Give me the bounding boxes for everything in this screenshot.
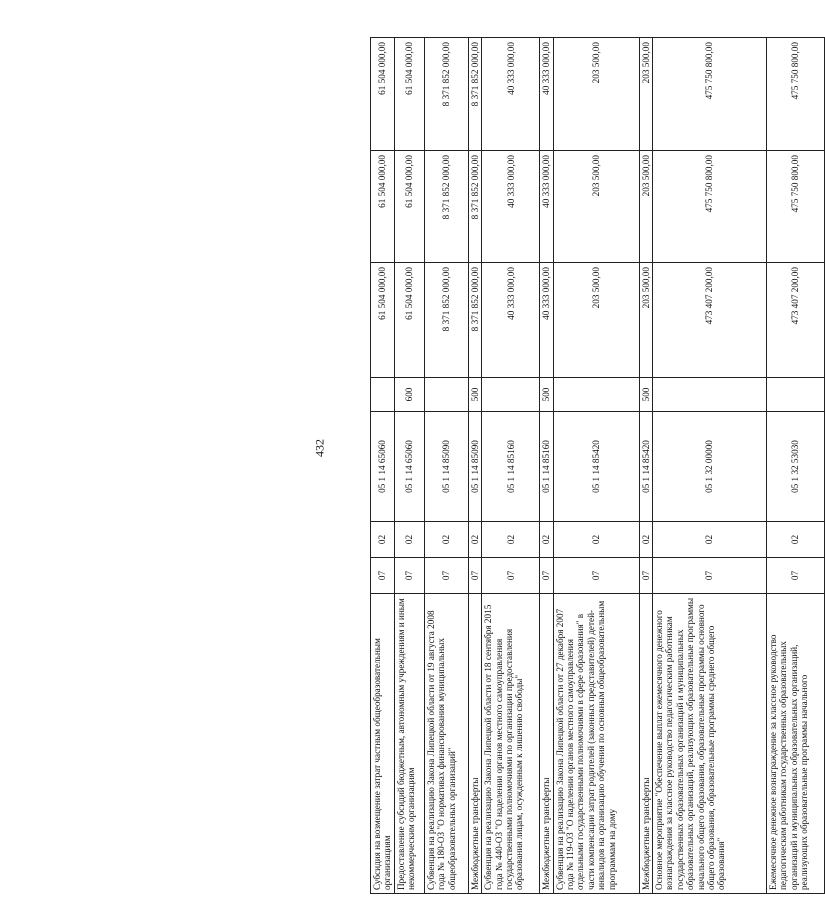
row-csr: 05 1 14 85420 [553,412,639,522]
table-row [553,38,639,894]
row-name: Субвенция на реализацию Закона Липецкой области от 19 августа 2008 года № 180-ОЗ "О нормативах финансирования муниципальных общеобразовательных организаций" [424,594,468,894]
row-csr: 05 1 14 85090 [424,412,468,522]
row-razdel: 07 [540,558,553,594]
row-podrazdel: 02 [553,522,639,558]
row-name: Субсидия на возмещение затрат частным общеобразовательным организациям [371,594,395,894]
row-razdel: 07 [482,558,540,594]
table-row [424,38,468,894]
row-csr: 05 1 14 85160 [482,412,540,522]
row-csr: 05 1 14 85160 [540,412,553,522]
row-podrazdel: 02 [482,522,540,558]
row-amount-1: 40 333 000,00 [482,263,540,378]
row-vr: 500 [639,378,652,412]
row-podrazdel: 02 [424,522,468,558]
row-vr [767,378,825,412]
row-csr: 05 1 14 85090 [468,412,481,522]
row-amount-2: 61 504 000,00 [371,151,395,263]
row-amount-1: 473 407 200,00 [653,263,767,378]
table-row [394,38,424,894]
row-amount-1: 8 371 852 000,00 [424,263,468,378]
row-amount-2: 475 750 800,00 [653,151,767,263]
row-amount-2: 8 371 852 000,00 [468,151,481,263]
row-razdel: 07 [371,558,395,594]
row-razdel: 07 [767,558,825,594]
row-csr: 05 1 14 65060 [394,412,424,522]
page-number: 432 [312,439,327,457]
row-vr [653,378,767,412]
row-csr: 05 1 32 53030 [767,412,825,522]
row-razdel: 07 [424,558,468,594]
table-row [482,38,540,894]
row-amount-2: 203 500,00 [639,151,652,263]
row-name: Межбюджетные трансферты [639,594,652,894]
table-row [371,38,395,894]
row-podrazdel: 02 [394,522,424,558]
row-csr: 05 1 32 00000 [653,412,767,522]
row-podrazdel: 02 [767,522,825,558]
row-name: Ежемесячное денежное вознаграждение за классное руководство педагогическим работникам государственных образовательных организаций и муниципальных образовательных организаций, реализующих образовательные программы начального [767,594,825,894]
row-amount-1: 40 333 000,00 [540,263,553,378]
row-vr [424,378,468,412]
row-amount-2: 475 750 800,00 [767,151,825,263]
row-podrazdel: 02 [639,522,652,558]
row-amount-2: 203 500,00 [553,151,639,263]
row-amount-1: 8 371 852 000,00 [468,263,481,378]
row-amount-2: 8 371 852 000,00 [424,151,468,263]
row-name: Субвенция на реализацию Закона Липецкой области от 18 сентября 2015 года № 440-ОЗ "О наделении органов местного самоуправления государственными полномочиями по организации предоставления образования лицам, осужденным к лишению свободы" [482,594,540,894]
row-amount-3: 61 504 000,00 [394,38,424,151]
row-amount-3: 40 333 000,00 [482,38,540,151]
table-row [653,38,767,894]
row-vr: 600 [394,378,424,412]
row-razdel: 07 [394,558,424,594]
row-razdel: 07 [639,558,652,594]
budget-table [370,37,825,894]
row-vr [553,378,639,412]
row-amount-1: 61 504 000,00 [371,263,395,378]
row-razdel: 07 [468,558,481,594]
row-razdel: 07 [653,558,767,594]
row-podrazdel: 02 [653,522,767,558]
row-amount-3: 8 371 852 000,00 [424,38,468,151]
row-amount-3: 203 500,00 [639,38,652,151]
row-vr [371,378,395,412]
row-amount-3: 40 333 000,00 [540,38,553,151]
row-csr: 05 1 14 85420 [639,412,652,522]
row-amount-3: 8 371 852 000,00 [468,38,481,151]
row-amount-3: 61 504 000,00 [371,38,395,151]
row-amount-1: 61 504 000,00 [394,263,424,378]
row-podrazdel: 02 [468,522,481,558]
row-amount-2: 40 333 000,00 [482,151,540,263]
row-podrazdel: 02 [371,522,395,558]
table-row [540,38,553,894]
row-amount-2: 40 333 000,00 [540,151,553,263]
row-vr: 500 [540,378,553,412]
row-amount-1: 203 500,00 [639,263,652,378]
row-razdel: 07 [553,558,639,594]
row-amount-3: 475 750 800,00 [653,38,767,151]
row-name: Предоставление субсидий бюджетным, автономным учреждениям и иным некоммерческим организациям [394,594,424,894]
table-row [767,38,825,894]
row-amount-3: 203 500,00 [553,38,639,151]
budget-table-rotated [370,38,810,894]
row-vr [482,378,540,412]
table-row [468,38,481,894]
row-amount-3: 475 750 800,00 [767,38,825,151]
row-name: Субвенция на реализацию Закона Липецкой области от 27 декабря 2007 года № 119-ОЗ "О наделении органов местного самоуправления отдельными государственными полномочиями в сфере образования" в части компенсации затрат родителей (законных представителей) детей-инвалидов на организацию обучения по основным общеобразовательным программам на дому [553,594,639,894]
row-podrazdel: 02 [540,522,553,558]
row-csr: 05 1 14 65060 [371,412,395,522]
row-name: Основное мероприятие "Обеспечение выплат ежемесячного денежного вознаграждения за классное руководство педагогическим работникам государственных образовательных организаций и муниципальных образовательных организаций, реализующих образовательные программы начального общего образования, образовательные программы основного общего образования, образовательные программы среднего общего образования" [653,594,767,894]
row-amount-1: 473 407 200,00 [767,263,825,378]
row-amount-2: 61 504 000,00 [394,151,424,263]
row-name: Межбюджетные трансферты [468,594,481,894]
row-vr: 500 [468,378,481,412]
row-amount-1: 203 500,00 [553,263,639,378]
row-name: Межбюджетные трансферты [540,594,553,894]
table-row [639,38,652,894]
